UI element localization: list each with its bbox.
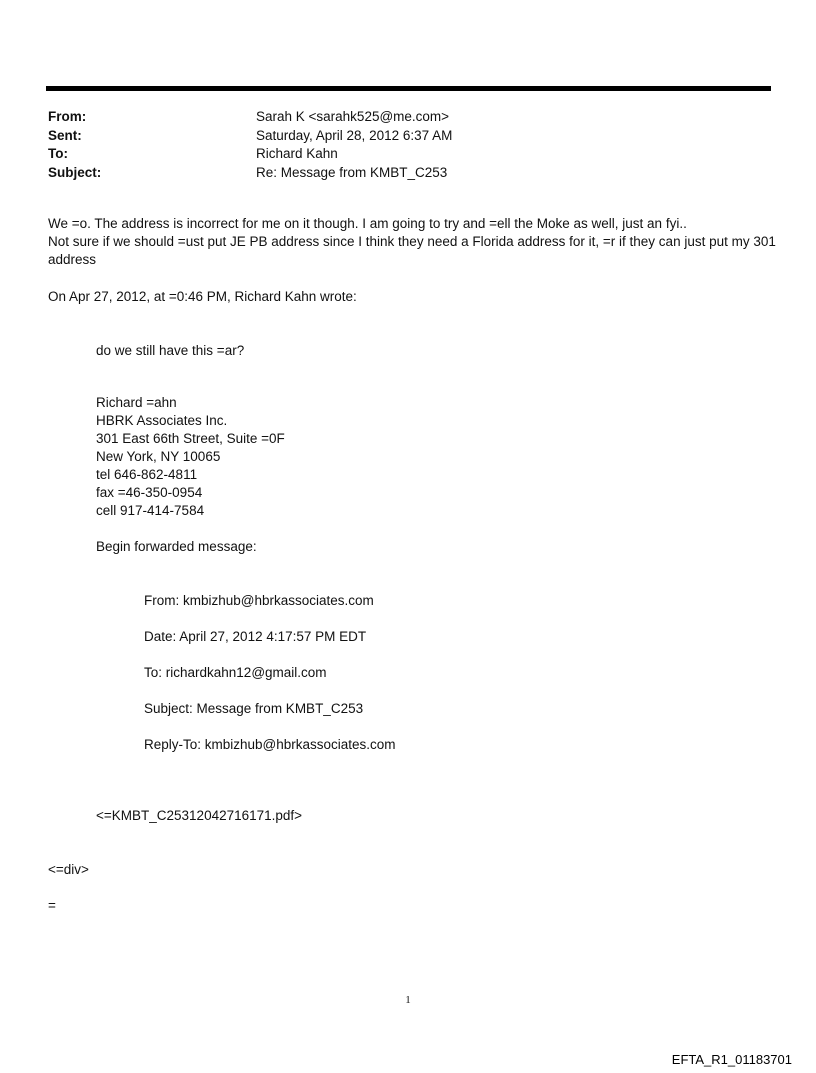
document-id: EFTA_R1_01183701 — [671, 1052, 792, 1067]
subject-label: Subject: — [48, 164, 102, 180]
to-value: Richard Kahn — [256, 146, 338, 161]
signature-line: tel 646-862-4811 — [96, 467, 198, 482]
body-line-1: We =o. The address is incorrect for me on it though. I am going to try and =ell the Moke as well, just an fyi.. — [48, 216, 687, 231]
from-label: From: — [48, 109, 87, 124]
signature-line: 301 East 66th Street, Suite =0F — [96, 431, 285, 446]
forwarded-reply-to: Reply-To: kmbizhub@hbrkassociates.com — [144, 737, 396, 752]
to-row — [48, 145, 452, 164]
signature-line: fax =46-350-0954 — [96, 485, 203, 500]
signature-line: HBRK Associates Inc. — [96, 413, 228, 428]
forwarded-subject: Subject: Message from KMBT_C253 — [144, 701, 364, 716]
page-number: 1 — [405, 994, 411, 1006]
from-value: Sarah K <sarahk525@me.com> — [256, 109, 450, 124]
sent-label: Sent: — [48, 127, 82, 143]
signature-line: Richard =ahn — [96, 395, 177, 410]
email-header — [48, 108, 452, 182]
forwarded-from: From: kmbizhub@hbrkassociates.com — [144, 593, 374, 608]
quote-intro: On Apr 27, 2012, at =0:46 PM, Richard Kahn wrote: — [48, 289, 357, 304]
attachment-reference: <=KMBT_C25312042716171.pdf> — [96, 808, 303, 823]
email-body — [48, 215, 778, 269]
header-rule — [46, 86, 771, 91]
quoted-question: do we still have this =ar? — [96, 343, 245, 358]
subject-row — [48, 164, 452, 183]
trailer-equals: = — [48, 898, 56, 913]
to-label: To: — [48, 146, 68, 161]
sent-value: Saturday, April 28, 2012 6:37 AM — [256, 127, 453, 143]
sent-row — [48, 127, 452, 146]
from-row — [48, 108, 452, 127]
trailer-div: <=div> — [48, 862, 89, 877]
signature-line: cell 917-414-7584 — [96, 503, 205, 518]
signature-block — [96, 394, 285, 520]
forward-intro: Begin forwarded message: — [96, 539, 257, 554]
forwarded-to: To: richardkahn12@gmail.com — [144, 665, 327, 680]
signature-line: New York, NY 10065 — [96, 449, 221, 464]
body-line-2: Not sure if we should =ust put JE PB address since I think they need a Florida address for it, =r if they can just put my 301 address — [48, 234, 776, 267]
forwarded-date: Date: April 27, 2012 4:17:57 PM EDT — [144, 629, 367, 644]
subject-value: Re: Message from KMBT_C253 — [256, 164, 448, 180]
